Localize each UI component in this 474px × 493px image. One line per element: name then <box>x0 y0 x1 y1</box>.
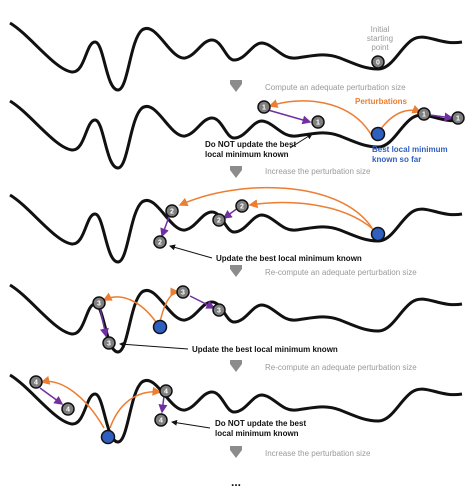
best-minimum-marker <box>154 321 167 334</box>
step-arrow-5 <box>230 446 242 458</box>
step-5-text: Increase the perturbation size <box>265 449 371 458</box>
update-1-text: Update the best local minimum known <box>216 254 362 263</box>
marker-3-label: 3 <box>217 307 221 315</box>
marker-1-label: 1 <box>316 119 320 127</box>
step-1-text: Compute an adequate perturbation size <box>265 83 406 92</box>
best-minimum-marker <box>372 228 385 241</box>
step-3-text: Re-compute an adequate perturbation size <box>265 268 417 277</box>
pointer-arrow-3 <box>120 344 188 349</box>
step-4-text: Re-compute an adequate perturbation size <box>265 363 417 372</box>
step-2-text: Increase the perturbation size <box>265 167 371 176</box>
landscape-curve <box>10 285 462 352</box>
marker-4-label: 4 <box>164 388 168 396</box>
step-arrow-4 <box>230 360 242 372</box>
marker-3-label: 3 <box>107 340 111 348</box>
descent-arrow-p5-right <box>162 396 164 412</box>
marker-2-label: 2 <box>170 208 174 216</box>
descent-arrow-p5-left <box>40 388 62 404</box>
marker-1-label: 1 <box>422 111 426 119</box>
initial-point-line-1: Initial <box>370 25 390 34</box>
marker-4-label: 4 <box>34 379 38 387</box>
perturbation-arrow-p5-right <box>110 392 160 428</box>
ellipsis: ... <box>230 475 242 489</box>
marker-2-label: 2 <box>240 203 244 211</box>
perturbation-arrow-right <box>380 110 420 130</box>
best-minimum-marker <box>372 128 385 141</box>
marker-3-label: 3 <box>97 300 101 308</box>
best-known-line-2: known so far <box>372 155 422 164</box>
step-arrow-2 <box>230 166 242 178</box>
descent-arrow-p3-right <box>224 208 238 218</box>
no-update-1-line-1: Do NOT update the best <box>205 140 297 149</box>
best-minimum-marker <box>102 431 115 444</box>
pointer-arrow-4 <box>172 422 210 428</box>
marker-3-label: 3 <box>181 289 185 297</box>
marker-2-label: 2 <box>158 239 162 247</box>
marker-4-label: 4 <box>66 406 70 414</box>
descent-arrow-left <box>268 110 310 122</box>
no-update-2-line-2: local minimum known <box>215 429 299 438</box>
initial-point-line-3: point <box>371 43 389 52</box>
landscape-curve <box>10 23 462 90</box>
marker-0-label: 0 <box>376 59 380 67</box>
marker-1-label: 1 <box>456 115 460 123</box>
pointer-arrow-2 <box>170 246 212 258</box>
no-update-2-line-1: Do NOT update the best <box>215 419 307 428</box>
initial-point-line-2: starting <box>366 34 394 43</box>
step-arrow-1 <box>230 80 242 92</box>
panel-4 <box>10 285 462 352</box>
update-2-text: Update the best local minimum known <box>192 345 338 354</box>
marker-1-label: 1 <box>262 104 266 112</box>
step-arrow-3 <box>230 265 242 277</box>
marker-4-label: 4 <box>159 417 163 425</box>
perturbations-label: Perturbations <box>355 97 408 106</box>
best-known-line-1: Best local minimum <box>372 145 448 154</box>
panel-1 <box>10 23 462 90</box>
marker-2-label: 2 <box>217 217 221 225</box>
no-update-1-line-2: local minimum known <box>205 150 289 159</box>
